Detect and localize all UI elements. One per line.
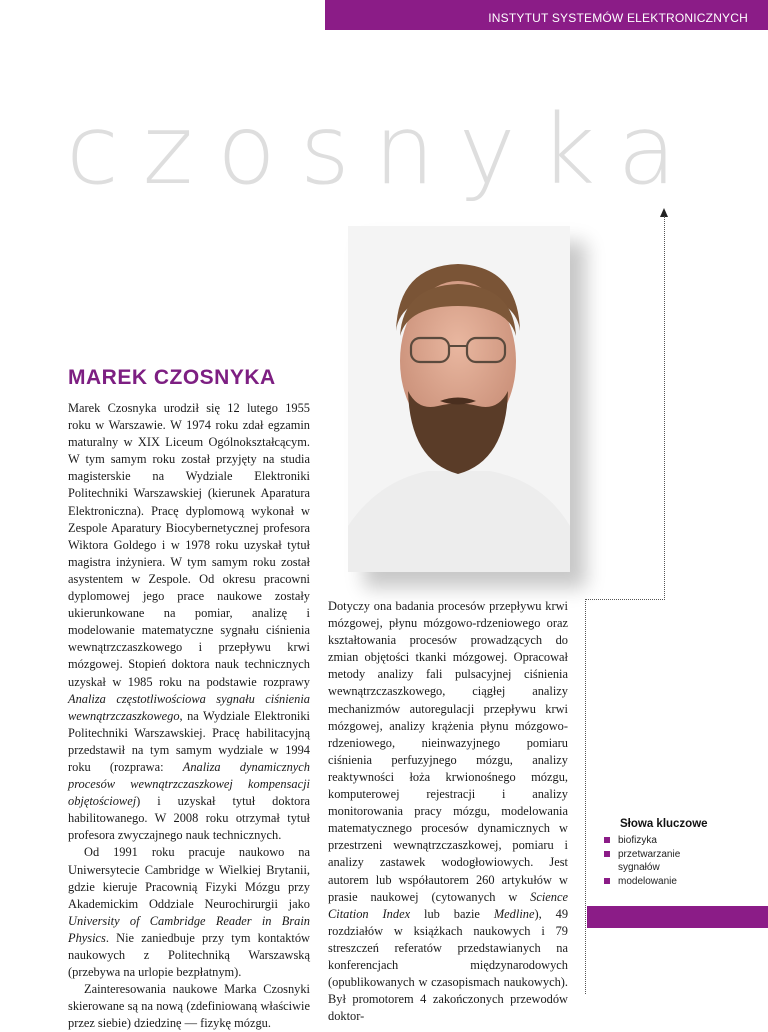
dotted-connector-lower	[585, 599, 586, 994]
bio-paragraph-2	[68, 844, 310, 981]
keywords-box	[604, 818, 724, 888]
keyword-item: przetwarzanie sygnałów	[604, 848, 724, 875]
text-run: Marek Czosnyka urodził się 12 lutego 1955 roku w Warszawie. W 1974 roku zdał egzamin maturalny w XIX Liceum Ogólnokształcącym. W tym samym roku został przyjęty na studia magisterskie na Wydziale Elektroniki Politechniki Warszawskiej (kierunek Aparatura Elektroniczna). Pracę dyplomową wykonał w Zespole Aparatury Biocybernetycznej profesora Wiktora Goldego i w 1978 roku uzyskał tytuł magistra inżyniera. W tym samym roku został asystentem w Zespole. Od okresu pracowni dyplomowej jego prace naukowe zostały ukierunkowane na pomiar, analizę i modelowanie matematyczne sygnału ciśnienia wewnątrzczaszkowego i przepływu krwi mózgowej. Stopień doktora nauk technicznych uzyskał w 1985 roku na podstawie rozprawy	[68, 401, 310, 689]
text-run: Zainteresowania naukowe Marka Czosnyki skierowane są na nową (zdefiniowaną właściwie przez siebie) dziedzinę — fizykę mózgu.	[68, 982, 310, 1031]
dotted-connector-horizontal	[585, 599, 665, 600]
footer-accent-bar	[587, 906, 768, 928]
keyword-item: modelowanie	[604, 875, 724, 889]
text-run: , na Wydziale Elektroniki Politechniki Warszawskiej. Pracę habilitacyjną przedstawił na tym samym wydziale w 1994 roku (rozprawa:	[68, 708, 310, 774]
person-name-heading: MAREK CZOSNYKA	[68, 366, 276, 389]
institute-label: INSTYTUT SYSTEMÓW ELEKTRONICZNYCH	[488, 11, 748, 25]
italic-text-run: Medline	[493, 906, 535, 921]
portrait-icon	[348, 226, 570, 572]
portrait-photo	[348, 226, 570, 572]
header-bar	[325, 0, 768, 30]
decorative-surname: czosnyka	[66, 94, 701, 206]
body-column-right	[328, 598, 568, 1025]
text-run: ) i uzyskał tytuł doktora habilitowanego. W 2008 roku otrzymał tytuł profesora zwyczajnego nauk technicznych.	[68, 794, 310, 843]
italic-text-run: Analiza częstotliwościowa sygnału ciśnienia wewnątrzczaszkowego	[68, 691, 310, 723]
keyword-item: biofizyka	[604, 834, 724, 848]
text-run: Dotyczy ona badania procesów przepływu krwi mózgowej, płynu mózgowo-rdzeniowego oraz kształtowania procesów prowadzących do zmian objętości tkanki mózgowej. Opracował metody analizy fali pulsacyjnej ciśnienia wewnątrzczaszkowego, ciągłej analizy mechanizmów autoregulacji przepływu krwi mózgowej, analizy krążenia płynu mózgowo-rdzeniowego, nieinwazyjnego pomiaru ciśnienia perfuzyjnego mózgu, analizy reaktywności łoża krwionośnego mózgu, komputerowej rejestracji i analizy monitorowania pracy mózgu, modelowania matematycznego procesów dynamicznych w przestrzeni wewnątrzczaszkowej, pomiaru i analizy zastawek wodogłowiowych. Jest autorem lub współautorem 260 artykułów w prasie naukowej (cytowanych w	[328, 599, 568, 904]
italic-text-run: Analiza dynamicznych procesów wewnątrzczaszkowej kompensacji objętościowej	[68, 759, 310, 809]
italic-text-run: Science Citation Index	[328, 889, 568, 921]
bio-paragraph-3	[68, 981, 310, 1032]
text-run: . Nie zaniedbuje przy tym kontaktów naukowych z Politechniką Warszawską (przebywa na urlopie bezpłatnym).	[68, 930, 310, 980]
body-column-left	[68, 400, 310, 1032]
bio-paragraph-1	[68, 400, 310, 844]
keywords-title: Słowa kluczowe	[620, 818, 708, 830]
italic-text-run: University of Cambridge Reader in Brain Physics	[68, 913, 310, 945]
text-run: Od 1991 roku pracuje naukowo na Uniwersytecie Cambridge w Wielkiej Brytanii, gdzie kieruje Pracownią Fizyki Mózgu przy Akademickim Oddziale Neurochirurgii jako	[68, 845, 310, 911]
keywords-list	[604, 834, 724, 888]
text-run: ), 49 rozdziałów w książkach naukowych i 79 streszczeń referatów przedstawianych na konferencjach międzynarodowych (opublikowanych w czasopismach naukowych). Był promotorem 4 zakończonych przewodów doktor-	[328, 906, 569, 1024]
text-run: lub bazie	[410, 906, 494, 921]
dotted-connector-vertical	[664, 216, 665, 600]
research-paragraph	[328, 598, 568, 1025]
